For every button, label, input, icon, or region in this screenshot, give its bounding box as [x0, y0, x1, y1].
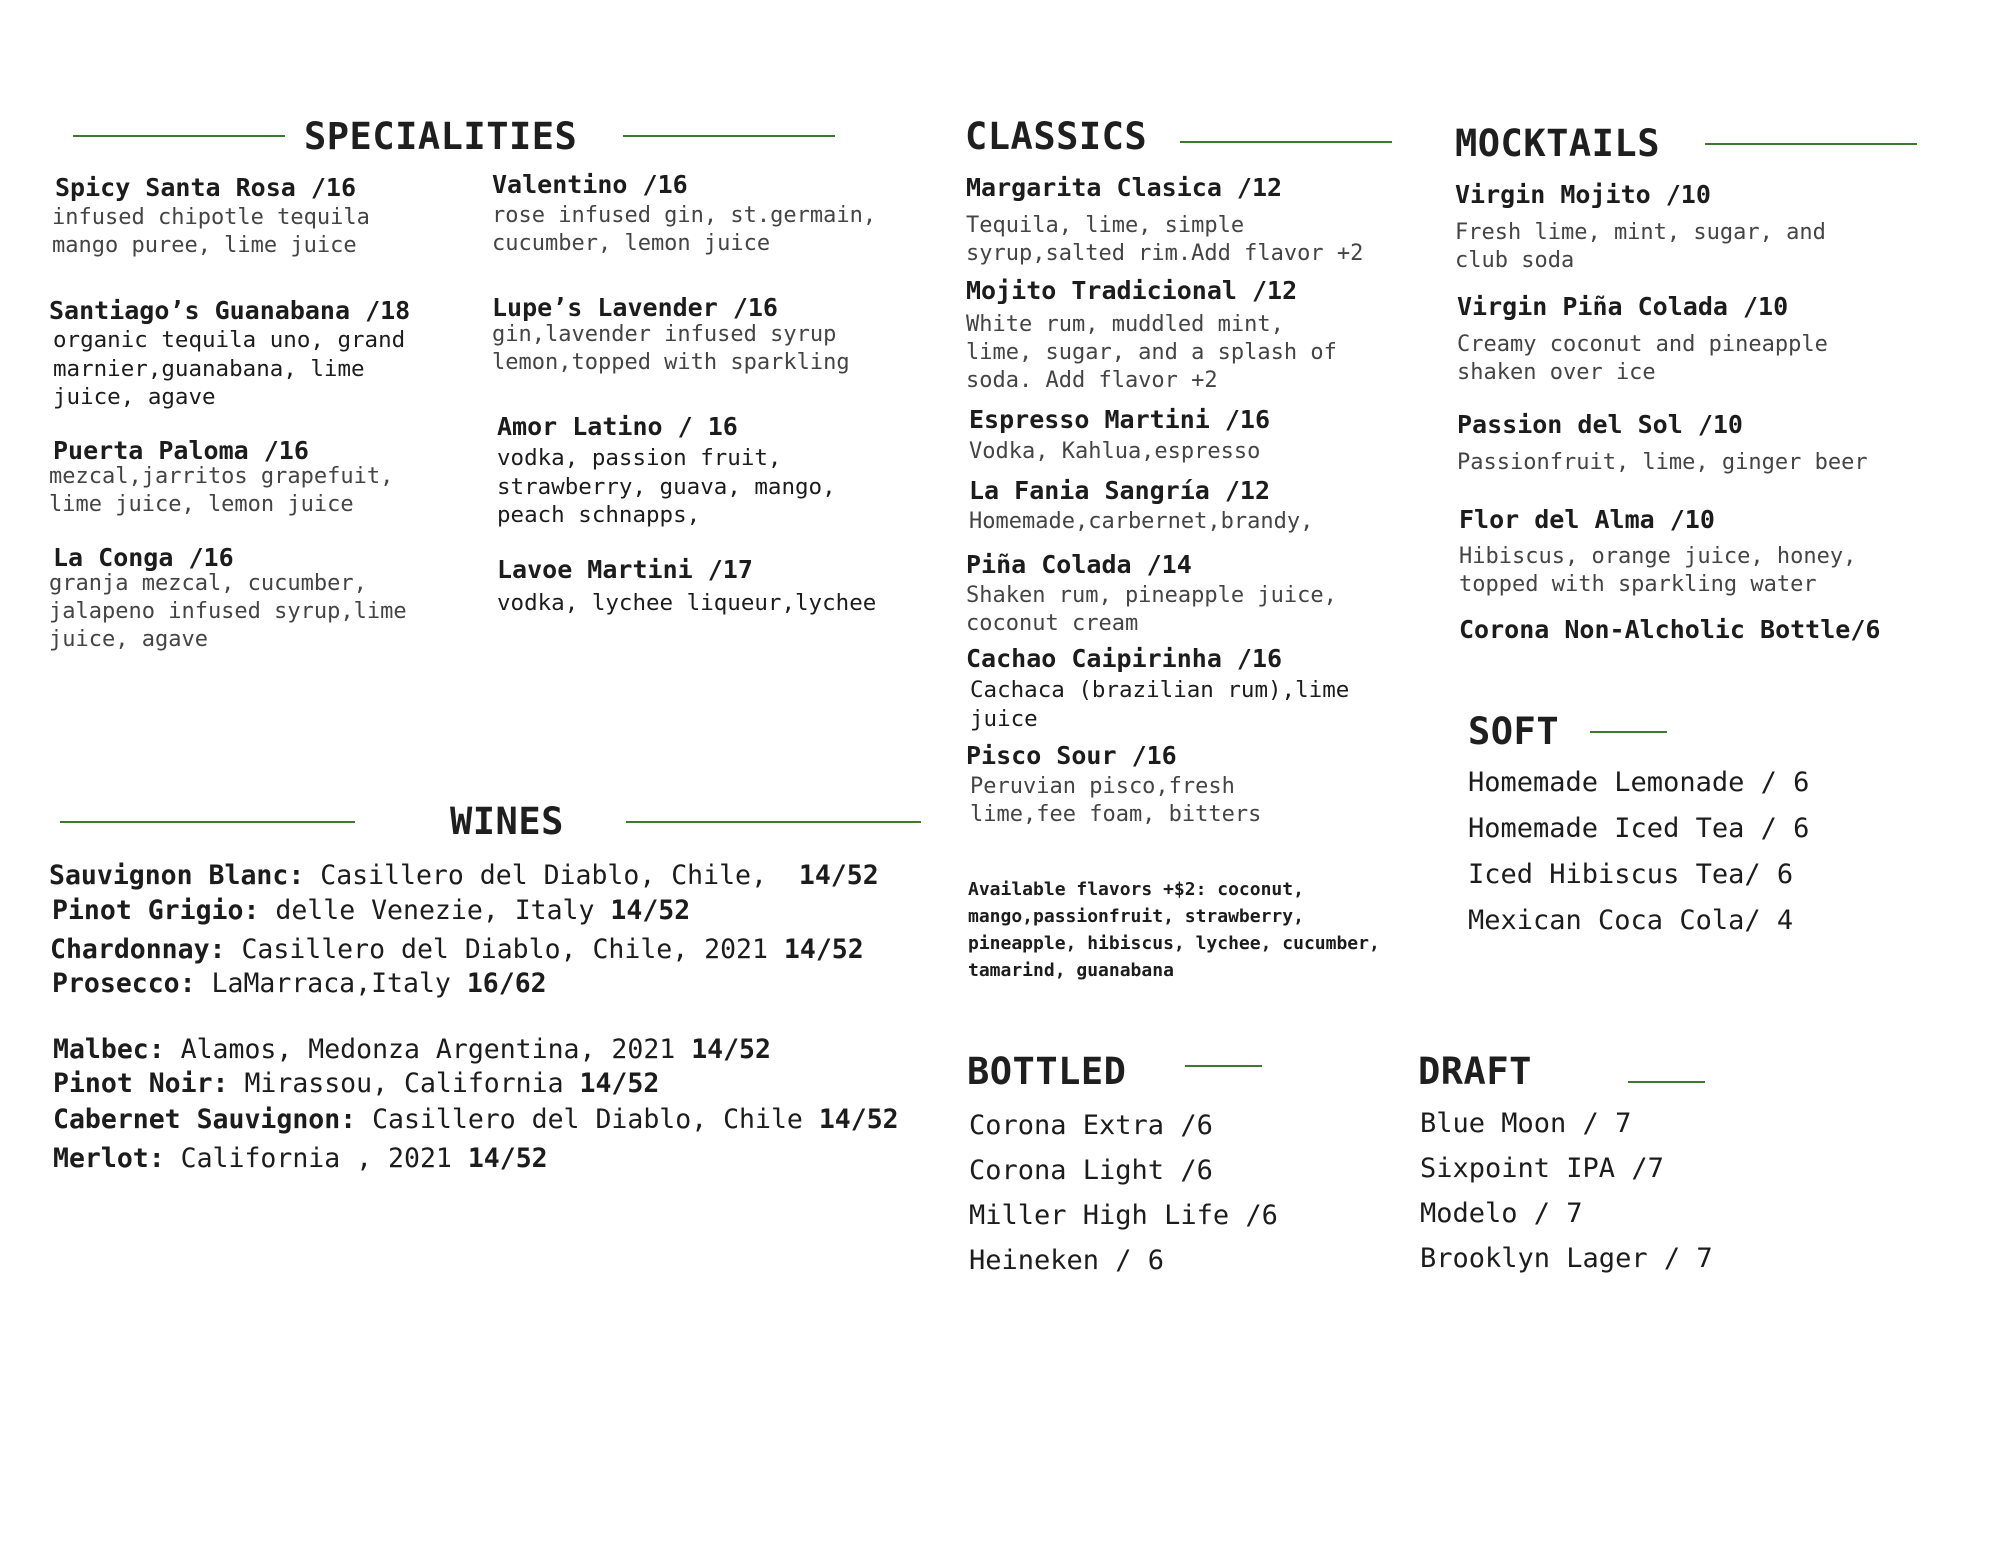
menu-item-desc: Tequila, lime, simple syrup,salted rim.Add flavor +2 [966, 213, 1364, 266]
wine-row [53, 1143, 548, 1174]
menu-item-name: La Fania Sangría /12 [969, 476, 1271, 505]
menu-item-name: Pisco Sour /16 [966, 741, 1177, 770]
wines-heading: WINES [450, 800, 564, 843]
draft-item: Sixpoint IPA /7 [1420, 1153, 1664, 1184]
wine-row [53, 1068, 659, 1099]
wine-row [52, 968, 547, 999]
menu-item-name: Cachao Caipirinha /16 [966, 644, 1283, 673]
draft-item: Brooklyn Lager / 7 [1420, 1243, 1713, 1274]
wine-price: 14/52 [783, 934, 864, 965]
menu-item-desc: organic tequila uno, grand marnier,guanabana, lime juice, agave [53, 327, 406, 410]
menu-item-desc: infused chipotle tequila mango puree, lime juice [52, 205, 370, 258]
wine-price: 14/52 [610, 895, 691, 926]
menu-item-desc: Vodka, Kahlua,espresso [969, 439, 1261, 464]
wine-desc: California , 2021 [164, 1143, 468, 1174]
wine-row [49, 860, 879, 891]
menu-item-desc: mezcal,jarritos grapefuit, lime juice, lemon juice [49, 464, 394, 517]
wines-rule-left [60, 821, 355, 823]
wine-desc: delle Venezie, Italy [259, 895, 611, 926]
wine-type: Pinot Grigio: [52, 895, 260, 926]
soft-item: Iced Hibiscus Tea/ 6 [1468, 859, 1794, 890]
soft-rule [1590, 731, 1667, 733]
specialities-rule-left [73, 135, 285, 137]
menu-item-name: Amor Latino / 16 [497, 412, 738, 441]
wine-price: 14/52 [579, 1068, 660, 1099]
menu-item-name: Mojito Tradicional /12 [966, 276, 1298, 305]
menu-item-desc: White rum, muddled mint, lime, sugar, and a splash of soda. Add flavor +2 [966, 312, 1337, 393]
menu-item-name: Virgin Piña Colada /10 [1457, 292, 1789, 321]
wine-type: Prosecco: [52, 968, 196, 999]
menu-item-desc: Creamy coconut and pineapple shaken over ice [1457, 332, 1828, 385]
menu-item-name: Margarita Clasica /12 [966, 173, 1283, 202]
wine-price: 14/52 [798, 860, 879, 891]
menu-item-name: Virgin Mojito /10 [1455, 180, 1711, 209]
wine-type: Merlot: [53, 1143, 165, 1174]
menu-item-desc: Shaken rum, pineapple juice, coconut cream [966, 583, 1337, 636]
wine-type: Malbec: [53, 1034, 165, 1065]
wine-desc: Casillero del Diablo, Chile, [304, 860, 799, 891]
specialities-heading: SPECIALITIES [304, 115, 578, 158]
classics-rule [1180, 141, 1392, 143]
menu-item-desc: Hibiscus, orange juice, honey, topped with sparkling water [1459, 544, 1857, 597]
bottled-item: Corona Extra /6 [969, 1110, 1213, 1141]
bottled-item: Heineken / 6 [969, 1245, 1165, 1276]
menu-item-name: Piña Colada /14 [966, 550, 1192, 579]
wine-desc: Mirassou, California [228, 1068, 580, 1099]
menu-item-name: Puerta Paloma /16 [53, 436, 309, 465]
menu-item-desc: gin,lavender infused syrup lemon,topped with sparkling [492, 322, 850, 375]
classics-heading: CLASSICS [965, 115, 1148, 158]
menu-item-name: Lavoe Martini /17 [497, 555, 753, 584]
bottled-heading: BOTTLED [967, 1050, 1127, 1093]
soft-item: Homemade Iced Tea / 6 [1468, 813, 1810, 844]
soft-item: Homemade Lemonade / 6 [1468, 767, 1810, 798]
menu-item-name: Espresso Martini /16 [969, 405, 1271, 434]
menu-item-desc: rose infused gin, st.germain, cucumber, lemon juice [492, 203, 877, 256]
wine-price: 14/52 [818, 1104, 899, 1135]
menu-item-name: Valentino /16 [492, 170, 688, 199]
draft-rule [1628, 1081, 1705, 1083]
draft-item: Modelo / 7 [1420, 1198, 1583, 1229]
menu-item-desc: Peruvian pisco,fresh lime,fee foam, bitters [970, 774, 1262, 827]
wine-type: Cabernet Sauvignon: [53, 1104, 357, 1135]
menu-item-name: La Conga /16 [53, 543, 234, 572]
menu-item-name: Spicy Santa Rosa /16 [55, 173, 357, 202]
menu-item-desc: Homemade,carbernet,brandy, [969, 509, 1314, 534]
soft-heading: SOFT [1468, 710, 1560, 753]
menu-item-name: Santiago’s Guanabana /18 [49, 296, 411, 325]
wines-rule-right [626, 821, 921, 823]
wine-row [53, 1104, 899, 1135]
menu-item-desc: Passionfruit, lime, ginger beer [1457, 450, 1868, 475]
wine-price: 14/52 [467, 1143, 548, 1174]
menu-item-desc: vodka, lychee liqueur,lychee [497, 590, 877, 616]
wine-desc: Casillero del Diablo, Chile, 2021 [225, 934, 784, 965]
wine-type: Sauvignon Blanc: [49, 860, 305, 891]
menu-item-name: Corona Non-Alcholic Bottle/6 [1459, 615, 1881, 644]
wine-desc: Casillero del Diablo, Chile [356, 1104, 819, 1135]
wine-price: 16/62 [466, 968, 547, 999]
mocktails-rule [1705, 143, 1917, 145]
specialities-rule-right [623, 135, 835, 137]
menu-item-name: Lupe’s Lavender /16 [492, 293, 778, 322]
draft-item: Blue Moon / 7 [1420, 1108, 1632, 1139]
flavors-note: Available flavors +$2: coconut, mango,passionfruit, strawberry, pineapple, hibiscus, lychee, cucumber, tamarind, guanabana [968, 879, 1380, 981]
draft-heading: DRAFT [1418, 1050, 1532, 1093]
mocktails-heading: MOCKTAILS [1455, 122, 1660, 165]
wine-row [53, 1034, 771, 1065]
wine-row [50, 934, 864, 965]
bottled-rule [1185, 1065, 1262, 1067]
wine-type: Pinot Noir: [53, 1068, 229, 1099]
menu-item-desc: vodka, passion fruit, strawberry, guava, mango, peach schnapps, [497, 445, 836, 528]
wine-type: Chardonnay: [50, 934, 226, 965]
wine-row [52, 895, 690, 926]
menu-item-desc: Fresh lime, mint, sugar, and club soda [1455, 220, 1826, 273]
wine-desc: Alamos, Medonza Argentina, 2021 [164, 1034, 692, 1065]
menu-item-desc: granja mezcal, cucumber, jalapeno infused syrup,lime juice, agave [49, 571, 407, 652]
bottled-item: Miller High Life /6 [969, 1200, 1278, 1231]
bottled-item: Corona Light /6 [969, 1155, 1213, 1186]
menu-item-desc: Cachaca (brazilian rum),lime juice [970, 677, 1350, 732]
menu-item-name: Passion del Sol /10 [1457, 410, 1743, 439]
menu-item-name: Flor del Alma /10 [1459, 505, 1715, 534]
soft-item: Mexican Coca Cola/ 4 [1468, 905, 1794, 936]
wine-price: 14/52 [691, 1034, 771, 1065]
wine-desc: LaMarraca,Italy [195, 968, 467, 999]
